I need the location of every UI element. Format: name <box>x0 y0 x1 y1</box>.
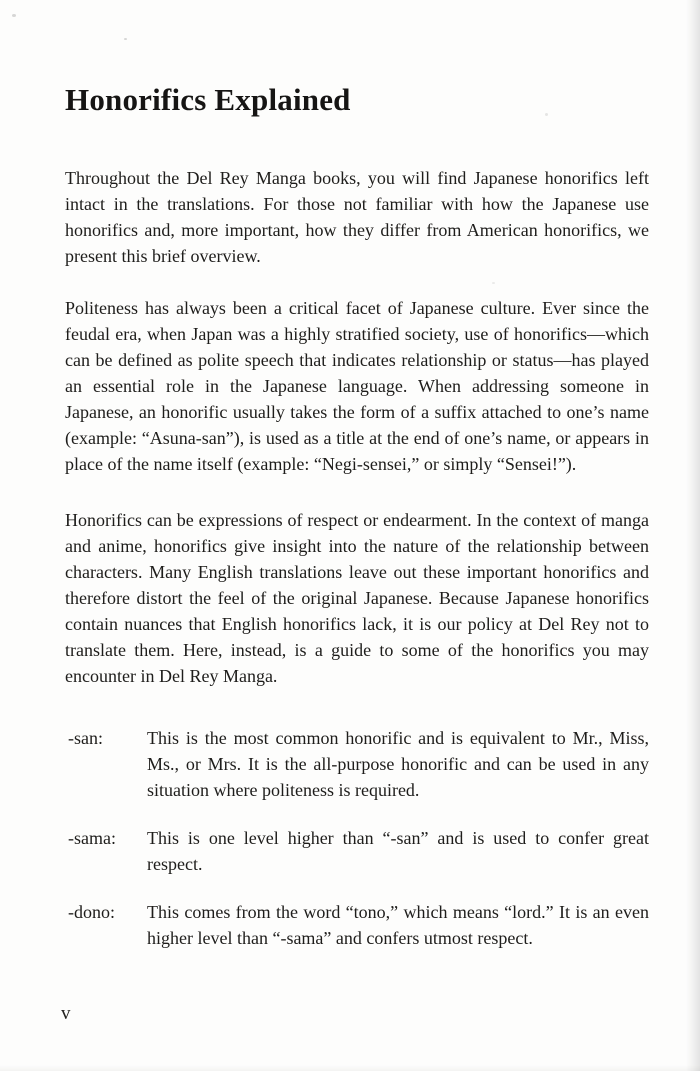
politeness-paragraph: Politeness has always been a critical facet of Japanese culture. Ever since the feudal era, when Japan was a highly stratified society, use of honorifics—which can be defined as polite speech that indicates relationship or status—has played an essential role in the Japanese language. When addressing someone in Japanese, an honorific usually takes the form of a suffix attached to one’s name (example: “Asuna-san”), is used as a title at the end of one’s name, or appears in place of the name itself (example: “Negi-sensei,” or simply “Sensei!”). <box>65 298 649 474</box>
honorifics-definition-list <box>65 725 649 951</box>
honorific-entry-san <box>65 725 649 803</box>
text-column <box>65 0 649 973</box>
page-title: Honorifics Explained <box>65 82 351 117</box>
honorific-definition-dono: This comes from the word “tono,” which means “lord.” It is an even higher level than “-sama” and confers utmost respect. <box>147 902 649 948</box>
honorific-term-dono: -dono: <box>68 902 115 922</box>
honorific-definition-san: This is the most common honorific and is equivalent to Mr., Miss, Ms., or Mrs. It is the all-purpose honorific and can be used in any situation where politeness is required. <box>147 728 649 800</box>
del-rey-policy-paragraph: Honorifics can be expressions of respect or endearment. In the context of manga and anime, honorifics give insight into the nature of the relationship between characters. Many English translations leave out these important honorifics and therefore distort the feel of the original Japanese. Because Japanese honorifics contain nuances that English honorifics lack, it is our policy at Del Rey not to translate them. Here, instead, is a guide to some of the honorifics you may encounter in Del Rey Manga. <box>65 510 649 686</box>
honorific-entry-sama <box>65 825 649 877</box>
honorific-definition-sama: This is one level higher than “-san” and is used to confer great respect. <box>147 828 649 874</box>
page-number: v <box>61 1003 71 1024</box>
scan-speck <box>12 14 16 17</box>
honorific-entry-dono <box>65 899 649 951</box>
scan-bottom-shadow <box>0 1065 700 1071</box>
honorific-term-sama: -sama: <box>68 828 116 848</box>
intro-paragraph: Throughout the Del Rey Manga books, you will find Japanese honorifics left intact in the translations. For those not familiar with how the Japanese use honorifics and, more important, how they differ from American honorifics, we present this brief overview. <box>65 168 649 266</box>
honorific-term-san: -san: <box>68 728 103 748</box>
scan-edge-shadow <box>686 0 700 1071</box>
